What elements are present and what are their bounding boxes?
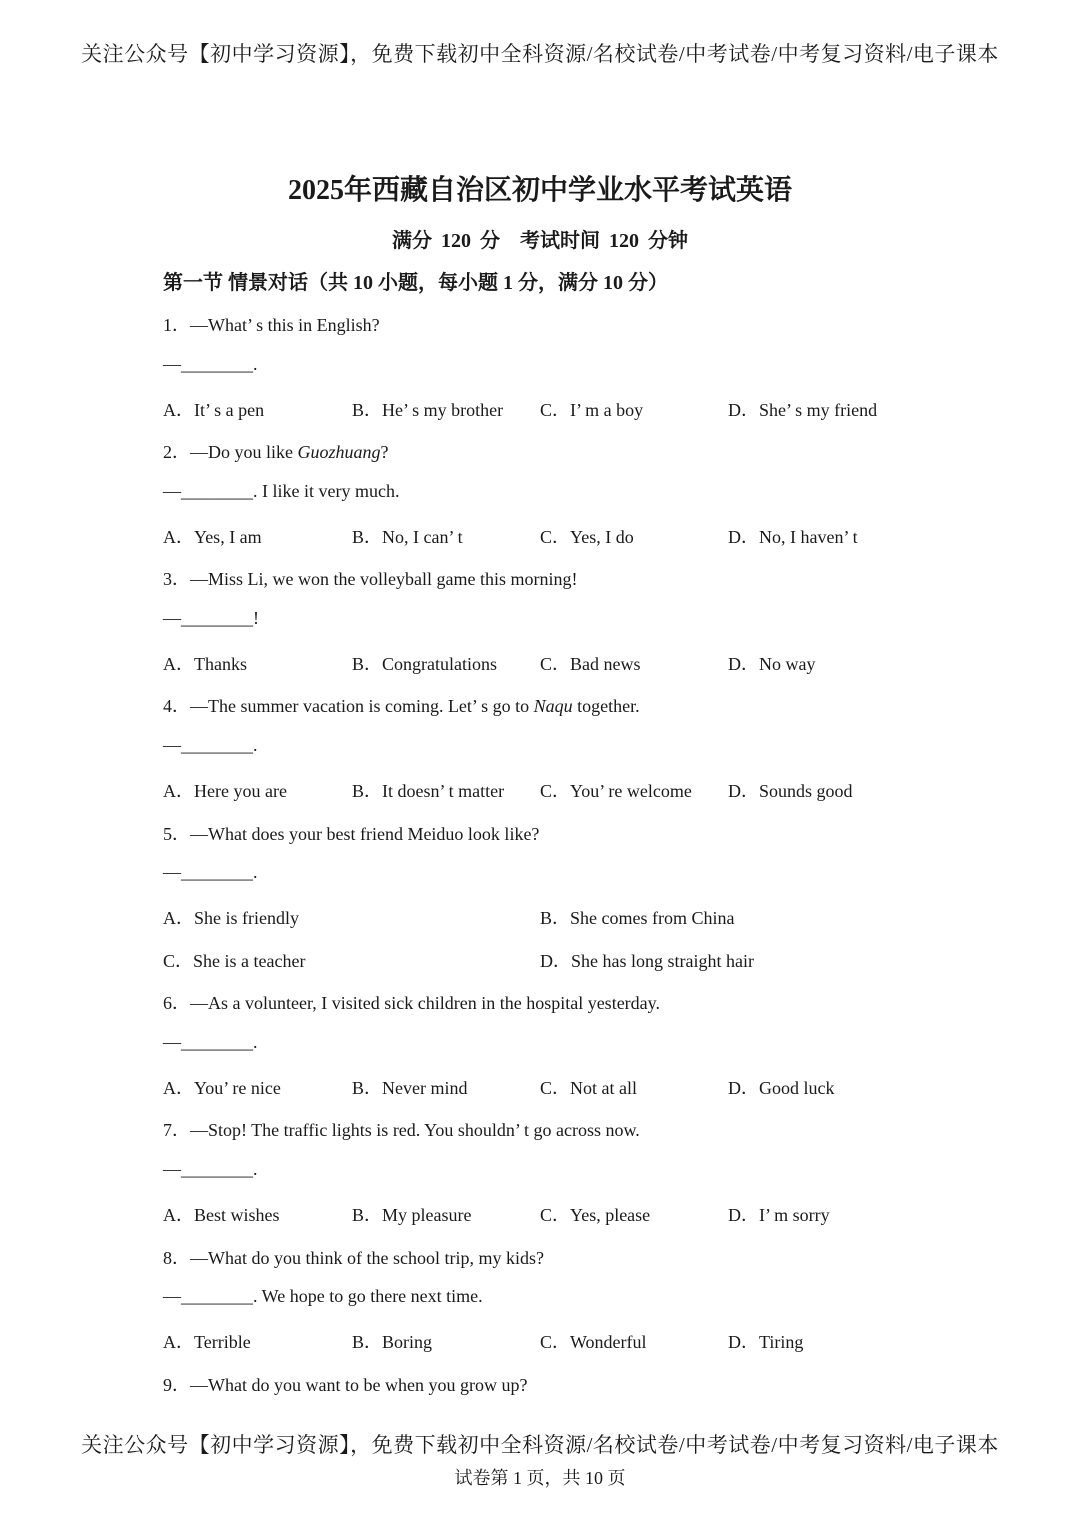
question-text: 8．—What do you think of the school trip, my kids? (163, 1248, 544, 1268)
option-a: A．Yes, I am (163, 527, 262, 547)
option-b: B．No, I can’ t (352, 527, 463, 547)
top-banner: 关注公众号【初中学习资源】，免费下载初中全科资源/名校试卷/中考试卷/中考复习资料/电子课本 (81, 42, 999, 66)
option-d: D．She’ s my friend (728, 400, 878, 420)
section-heading: 第一节 情景对话（共 10 小题，每小题 1 分，满分 10 分） (163, 272, 668, 294)
bottom-banner: 关注公众号【初中学习资源】，免费下载初中全科资源/名校试卷/中考试卷/中考复习资料/电子课本 (81, 1433, 999, 1457)
question-text: 1．—What’ s this in English? (163, 315, 380, 335)
option-c: C．Yes, I do (540, 527, 634, 547)
answer-blank: —________. (163, 1159, 258, 1179)
question-text: 7．—Stop! The traffic lights is red. You shouldn’ t go across now. (163, 1120, 640, 1140)
page-number: 试卷第 1 页，共 10 页 (454, 1468, 626, 1488)
option-b: B．It doesn’ t matter (352, 781, 505, 801)
option-d: D．Sounds good (728, 781, 853, 801)
option-b: B．Boring (352, 1332, 433, 1352)
option-a: A．Terrible (163, 1332, 251, 1352)
option-a: A．It’ s a pen (163, 400, 265, 420)
option-d: D．No way (728, 654, 816, 674)
question-text: 9．—What do you want to be when you grow up? (163, 1375, 528, 1395)
option-d: D．She has long straight hair (540, 951, 754, 971)
option-a: A．Best wishes (163, 1205, 280, 1225)
question-text: 4．—The summer vacation is coming. Let’ s go to Naqu together. (163, 696, 640, 716)
answer-blank: —________. (163, 1032, 258, 1052)
answer-blank: —________! (163, 608, 259, 628)
option-d: D．I’ m sorry (728, 1205, 830, 1225)
answer-blank: —________. (163, 735, 258, 755)
exam-info: 满分 120 分 考试时间 120 分钟 (392, 230, 688, 252)
option-b: B．My pleasure (352, 1205, 472, 1225)
option-c: C．I’ m a boy (540, 400, 644, 420)
option-b: B．She comes from China (540, 908, 735, 928)
question-text: 5．—What does your best friend Meiduo look like? (163, 824, 540, 844)
option-a: A．Thanks (163, 654, 247, 674)
answer-blank: —________. (163, 354, 258, 374)
answer-blank: —________. We hope to go there next time. (163, 1286, 483, 1306)
option-c: C．Bad news (540, 654, 641, 674)
answer-blank: —________. (163, 862, 258, 882)
option-c: C．Not at all (540, 1078, 637, 1098)
option-d: D．No, I haven’ t (728, 527, 858, 547)
question-text: 6．—As a volunteer, I visited sick children in the hospital yesterday. (163, 993, 660, 1013)
option-d: D．Tiring (728, 1332, 804, 1352)
option-c: C．Yes, please (540, 1205, 651, 1225)
option-c: C．She is a teacher (163, 951, 306, 971)
option-a: A．She is friendly (163, 908, 299, 928)
answer-blank: —________. I like it very much. (163, 481, 400, 501)
option-b: B．He’ s my brother (352, 400, 504, 420)
page-title: 2025年西藏自治区初中学业水平考试英语 (287, 175, 792, 206)
option-a: A．Here you are (163, 781, 287, 801)
option-d: D．Good luck (728, 1078, 835, 1098)
question-text: 3．—Miss Li, we won the volleyball game this morning! (163, 569, 578, 589)
option-b: B．Never mind (352, 1078, 468, 1098)
option-c: C．Wonderful (540, 1332, 647, 1352)
option-b: B．Congratulations (352, 654, 497, 674)
option-a: A．You’ re nice (163, 1078, 281, 1098)
option-c: C．You’ re welcome (540, 781, 692, 801)
question-text: 2．—Do you like Guozhuang? (163, 442, 389, 462)
